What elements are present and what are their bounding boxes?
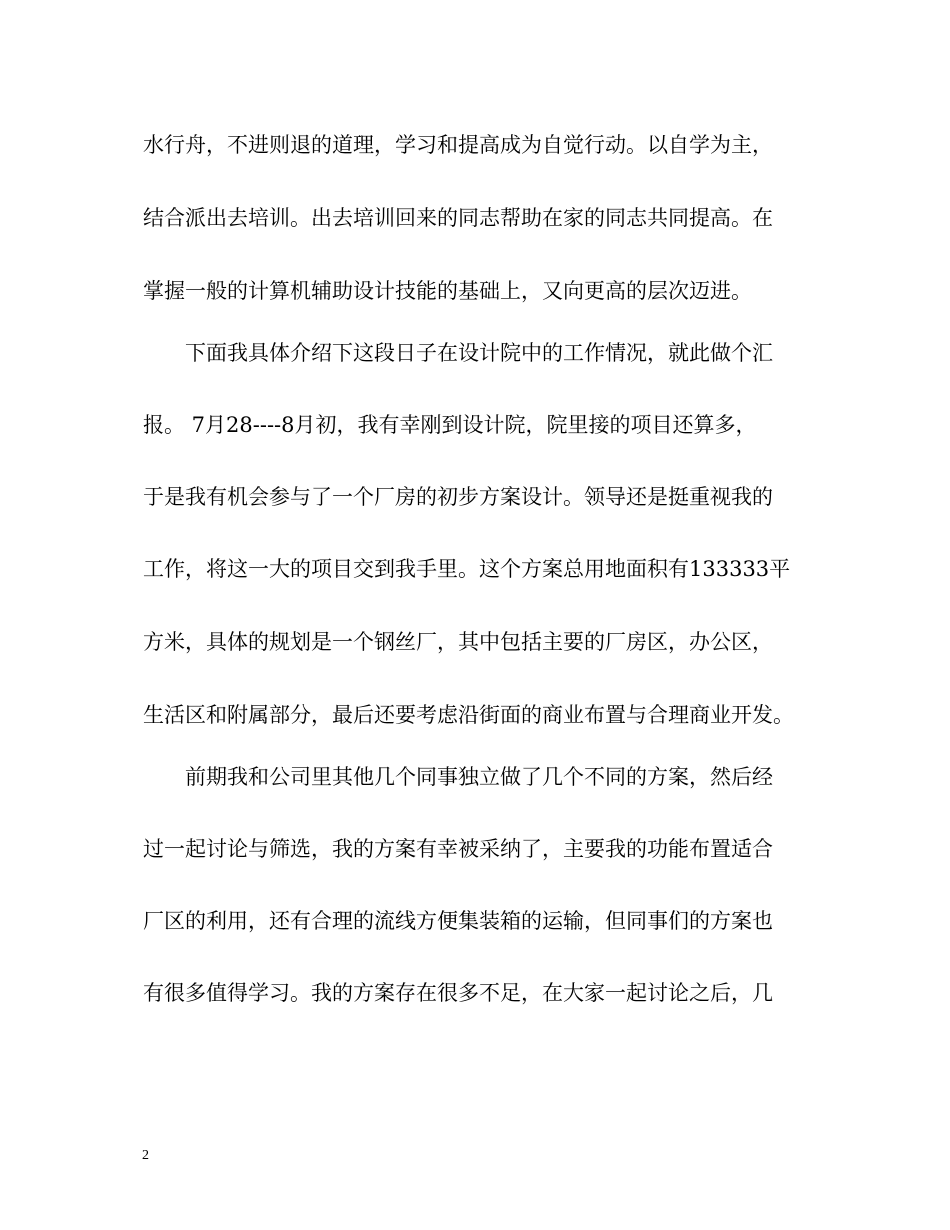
text-line: 水行舟，不进则退的道理，学习和提高成为自觉行动。以自学为主，	[143, 133, 773, 157]
text-line: 方米，具体的规划是一个钢丝厂，其中包括主要的厂房区，办公区，	[143, 630, 773, 654]
text-line: 生活区和附属部分，最后还要考虑沿街面的商业布置与合理商业开发。	[143, 703, 794, 727]
paragraph-first-line: 前期我和公司里其他几个同事独立做了几个不同的方案，然后经	[185, 765, 773, 789]
paragraph-first-line: 下面我具体介绍下这段日子在设计院中的工作情况，就此做个汇	[185, 341, 773, 365]
text-line: 报。 7月28----8月初，我有幸刚到设计院，院里接的项目还算多，	[143, 413, 757, 437]
text-line: 工作，将这一大的项目交到我手里。这个方案总用地面积有133333平	[143, 557, 791, 581]
text-line: 掌握一般的计算机辅助设计技能的基础上，又向更高的层次迈进。	[143, 279, 752, 303]
text-line: 过一起讨论与筛选，我的方案有幸被采纳了，主要我的功能布置适合	[143, 837, 773, 861]
text-line: 于是我有机会参与了一个厂房的初步方案设计。领导还是挺重视我的	[143, 485, 773, 509]
text-line: 结合派出去培训。出去培训回来的同志帮助在家的同志共同提高。在	[143, 206, 773, 230]
text-line: 厂区的利用，还有合理的流线方便集装箱的运输，但同事们的方案也	[143, 909, 773, 933]
page-number: 2	[142, 1148, 149, 1163]
text-line: 有很多值得学习。我的方案存在很多不足，在大家一起讨论之后，几	[143, 981, 773, 1005]
